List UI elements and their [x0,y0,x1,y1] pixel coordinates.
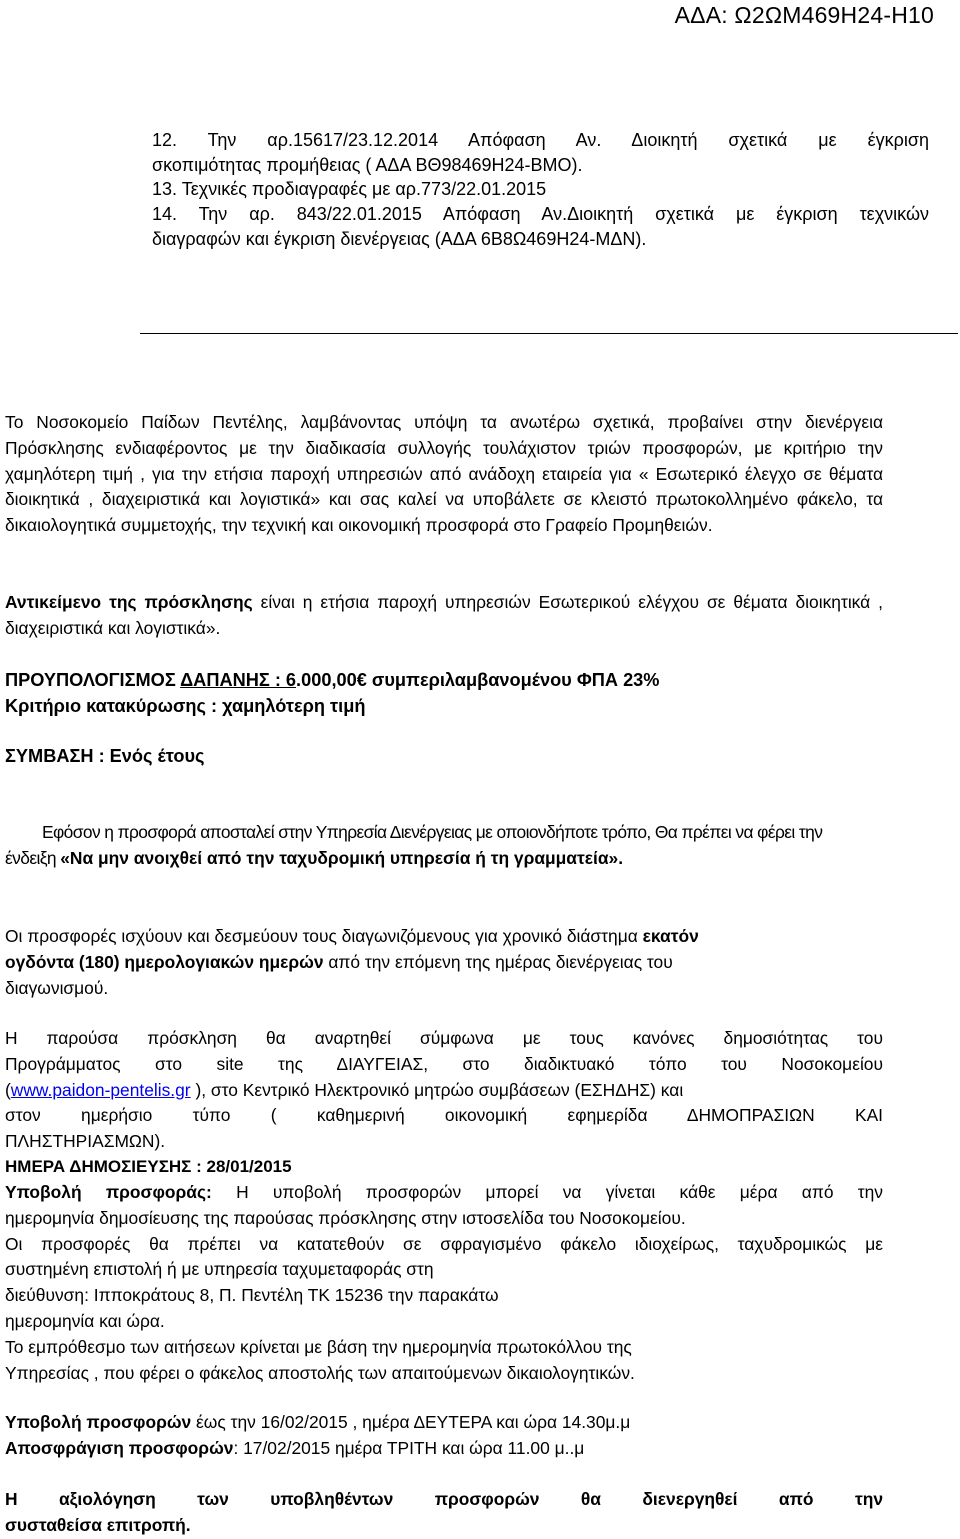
separator-line [140,333,958,334]
subject-text: είναι η ετήσια παροχή υπηρεσιών Εσωτερικού ελέγχου σε θέματα διοικητικά , διαχειριστικά και λογιστικά». [5,592,884,638]
budget-amount: .000,00€ συμπεριλαμβανομένου ΦΠΑ 23% [296,670,660,690]
postal-notice-line1: Εφόσον η προσφορά αποσταλεί στην Υπηρεσία Διενέργειας με οποιονδήποτε τρόπο, Θα πρέπει να φέρει την [42,822,823,842]
budget-prefix: ΠΡΟΥΠΟΛΟΓΙΣΜΟΣ [5,670,181,690]
intro-paragraph: Το Νοσοκομείο Παίδων Πεντέλης, λαμβάνοντας υπόψη τα ανωτέρω σχετικά, προβαίνει στην διενέργεια Πρόσκλησης ενδιαφέροντος με την διαδικασία συλλογής τουλάχιστον τριών προσφορών, με κριτήριο την χαμηλότερη τιμή , για την ετήσια παροχή υπηρεσιών από ανάδοχη εταιρεία για « Εσωτερικό έλεγχο σε θέματα διοικητικά , διαχειριστικά και λογιστικά» και σας καλεί να υποβάλετε σε κλειστό πρωτοκολλημένο φάκελο, τα δικαιολογητικά συμμετοχής, την τεχνική και οικονομική προσφορά στο Γραφείο Προμηθειών. [5,412,883,536]
submission-paragraph [5,1180,883,1386]
submission-line: Υπηρεσίας , που φέρει ο φάκελος αποστολής των απαιτούμενων δικαιολογητικών. [5,1362,635,1383]
evaluation-line: συσταθείσα επιτροπή. [5,1514,191,1535]
reference-line: 13. Τεχνικές προδιαγραφές με αρ.773/22.01.2015 [152,179,547,199]
publication-paragraph [5,1026,883,1155]
contract-duration: ΣΥΜΒΑΣΗ : Ενός έτους [5,746,205,766]
publication-line: Η παρούσα πρόσκληση θα αναρτηθεί σύμφωνα με τους κανόνες δημοσιότητας του [5,1028,883,1048]
opening-date-label: Αποσφράγιση προσφορών [5,1437,234,1458]
paren: ( [5,1079,11,1100]
submission-line: ημερομηνία δημοσίευσης της παρούσας πρόσκλησης στην ιστοσελίδα του Νοσοκομείου. [5,1207,686,1228]
postal-notice-warning: «Να μην ανοιχθεί από την ταχυδρομική υπηρεσία ή τη γραμματεία». [60,848,624,868]
subject-label: Αντικείμενο της πρόσκλησης [5,592,253,612]
hospital-website-link[interactable]: www.paidon-pentelis.gr [10,1079,191,1100]
validity-text: από την επόμενη της ημέρας διενέργειας του [323,951,673,972]
validity-paragraph [5,924,883,1001]
evaluation-paragraph [5,1487,883,1539]
reference-line: 14. Την αρ. 843/22.01.2015 Απόφαση Αν.Διοικητή σχετικά με έγκριση τεχνικών [152,204,929,224]
reference-line: σκοπιμότητας προμήθειας ( ΑΔΑ ΒΘ98469Η24-ΒΜΟ). [152,154,583,175]
budget-block [5,668,883,720]
publication-line: Προγράμματος στο site της ΔΙΑΥΓΕΙΑΣ, στο διαδικτυακό τόπο του Νοσοκομείου [5,1053,883,1074]
postal-notice-line2 [5,846,883,872]
opening-date-text: : 17/02/2015 ημέρα ΤΡΙΤΗ και ώρα 11.00 μ..μ [233,1437,585,1458]
submission-line: Το εμπρόθεσμο των αιτήσεων κρίνεται με βάση την ημερομηνία πρωτοκόλλου της [5,1336,632,1357]
budget-underlined: ΔΑΠΑΝΗΣ : 6 [180,670,297,690]
submission-label: Υποβολή προσφοράς: [5,1182,212,1202]
submission-text: Η υποβολή προσφορών μπορεί να γίνεται κάθε μέρα από την [211,1182,883,1202]
validity-text: Οι προσφορές ισχύουν και δεσμεύουν τους διαγωνιζόμενους για χρονικό διάστημα [5,926,643,946]
submission-deadline-text: έως την 16/02/2015 , ημέρα ΔΕΥΤΕΡΑ και ώρα 14.30μ.μ [191,1412,631,1432]
submission-line: Οι προσφορές θα πρέπει να κατατεθούν σε σφραγισμένο φάκελο ιδιοχείρως, ταχυδρομικώς με [5,1233,883,1254]
subject-paragraph [5,590,883,642]
award-criterion: Κριτήριο κατακύρωσης : χαμηλότερη τιμή [5,695,366,716]
reference-line: διαγραφών και έγκριση διενέργειας (ΑΔΑ 6Β8Ω469Η24-ΜΔΝ). [152,228,647,249]
deadlines-block [5,1410,883,1462]
publication-line: ΠΛΗΣΤΗΡΙΑΣΜΩΝ). [5,1131,166,1152]
submission-line: ημερομηνία και ώρα. [5,1310,165,1331]
reference-item-14 [152,202,929,251]
validity-text: διαγωνισμού. [5,977,109,998]
publication-line [5,1078,883,1104]
validity-duration: εκατόν [642,926,699,946]
ada-code: ΑΔΑ: Ω2ΩΜ469Η24-Η10 [674,2,934,28]
postal-notice-prefix: ένδειξη [5,848,61,868]
reference-item-12 [152,128,929,177]
publication-date: ΗΜΕΡΑ ΔΗΜΟΣΙΕΥΣΗΣ : 28/01/2015 [5,1157,292,1176]
submission-address: διεύθυνση: Ιπποκράτους 8, Π. Πεντέλη ΤΚ 15236 την παρακάτω [5,1285,499,1306]
submission-line: συστημένη επιστολή ή με υπηρεσία ταχυμεταφοράς στη [5,1259,434,1280]
submission-deadline-label: Υποβολή προσφορών [5,1412,192,1432]
reference-line: 12. Την αρ.15617/23.12.2014 Απόφαση Αν. Διοικητή σχετικά με έγκριση [152,130,929,150]
publication-text: ), στο Κεντρικό Ηλεκτρονικό μητρώο συμβάσεων (ΕΣΗΔΗΣ) και [190,1079,684,1100]
validity-duration: ογδόντα (180) ημερολογιακών ημερών [5,951,324,972]
publication-line: στον ημερήσιο τύπο ( καθημερινή οικονομική εφημερίδα ΔΗΜΟΠΡΑΣΙΩΝ ΚΑΙ [5,1105,883,1126]
reference-item-13 [152,177,929,202]
budget-line [5,668,883,694]
evaluation-line: Η αξιολόγηση των υποβληθέντων προσφορών θα διενεργηθεί από την [5,1489,883,1509]
